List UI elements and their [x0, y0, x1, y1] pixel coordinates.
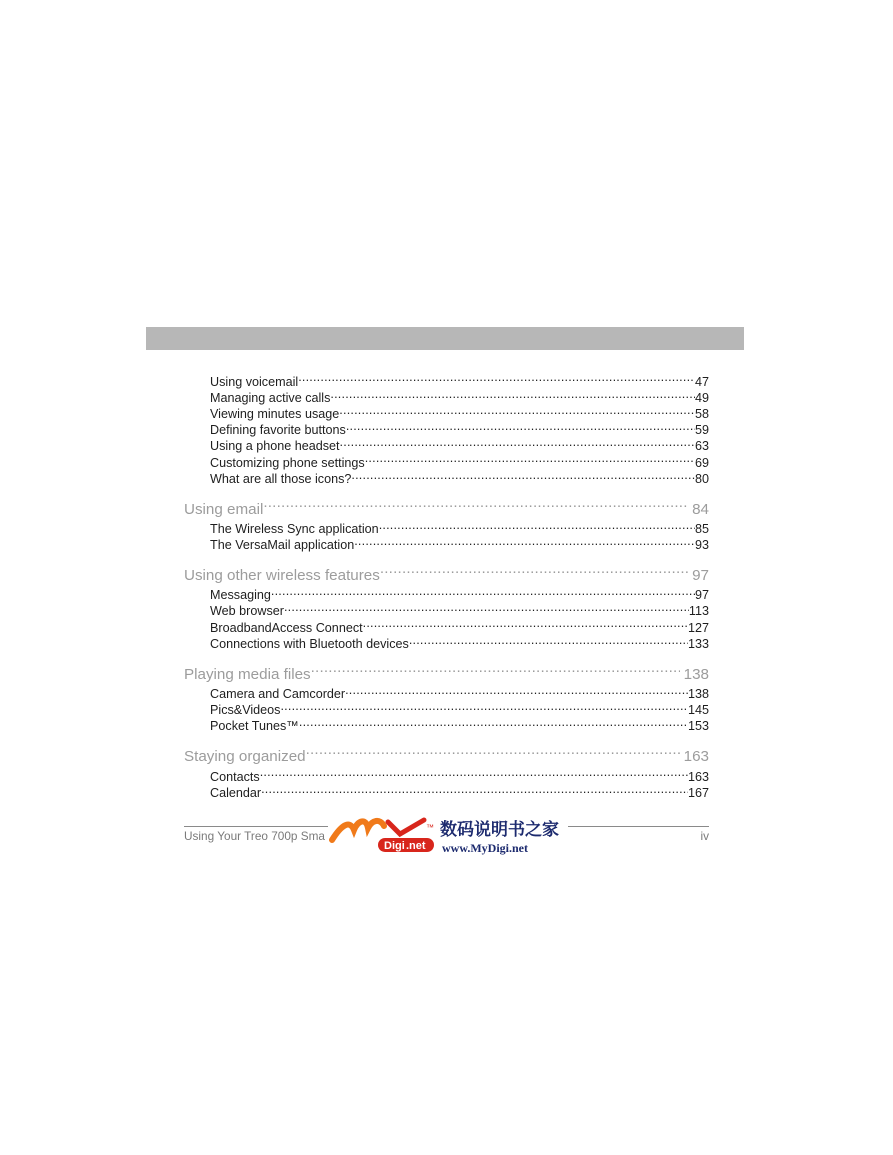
dot-leader — [298, 373, 695, 386]
toc-entry-page: 113 — [688, 604, 709, 619]
badge-right-text: .net — [406, 840, 426, 852]
dot-leader — [365, 454, 695, 467]
toc-entry-title: Contacts — [210, 769, 260, 784]
toc-entry-page: 93 — [694, 538, 709, 553]
toc-entry-title: Viewing minutes usage — [210, 406, 340, 421]
watermark-logo — [328, 814, 568, 858]
toc-section — [184, 663, 709, 734]
toc-entry-page: 49 — [694, 390, 709, 405]
toc-entry-page: 145 — [687, 703, 709, 718]
dot-leader — [379, 520, 695, 533]
toc-entry-title: Customizing phone settings — [210, 455, 365, 470]
toc-section-heading — [184, 498, 709, 520]
toc-section-heading-page: 138 — [683, 665, 709, 683]
dot-leader — [261, 784, 688, 797]
toc-section-heading — [184, 565, 709, 587]
toc-entry — [210, 685, 709, 701]
toc-entry-page: 47 — [694, 374, 709, 389]
toc-section-heading — [184, 663, 709, 685]
toc-section-heading-page: 97 — [692, 566, 709, 584]
toc-entry — [210, 619, 709, 635]
dot-leader — [260, 768, 688, 781]
toc-entry — [210, 768, 709, 784]
toc-section-heading-title: Playing media files — [184, 665, 311, 683]
footer-page-number: iv — [700, 829, 709, 843]
dot-leader — [311, 663, 680, 678]
toc-entry-page: 80 — [694, 471, 709, 486]
toc-entry — [210, 422, 709, 438]
toc-entry-title: The Wireless Sync application — [210, 521, 379, 536]
dot-leader — [330, 389, 695, 402]
toc-entry — [210, 438, 709, 454]
dot-leader — [380, 565, 688, 580]
table-of-contents — [184, 373, 709, 800]
toc-entry-title: Calendar — [210, 785, 262, 800]
toc-entry-page: 58 — [694, 406, 709, 421]
toc-entry — [210, 718, 709, 734]
toc-entry-title: Defining favorite buttons — [210, 423, 346, 438]
toc-section-heading — [184, 746, 709, 768]
toc-entry-page: 138 — [687, 687, 709, 702]
dot-leader — [340, 438, 695, 451]
dot-leader — [263, 498, 688, 513]
toc-section — [184, 746, 709, 800]
toc-entry — [210, 784, 709, 800]
toc-entry — [210, 373, 709, 389]
toc-entry-title: Messaging — [210, 588, 271, 603]
toc-entry-title: The VersaMail application — [210, 538, 355, 553]
toc-entry — [210, 389, 709, 405]
toc-entry — [210, 587, 709, 603]
dot-leader — [363, 619, 688, 632]
toc-entry-title: Using voicemail — [210, 374, 299, 389]
dot-leader — [409, 635, 688, 648]
dot-leader — [280, 702, 688, 715]
toc-entry — [210, 470, 709, 486]
dot-leader — [339, 405, 695, 418]
dot-leader — [284, 603, 689, 616]
footer-title: Using Your Treo 700p Sma — [184, 829, 325, 843]
toc-entry-page: 163 — [687, 769, 709, 784]
dot-leader — [271, 587, 695, 600]
toc-entry-title: Managing active calls — [210, 390, 331, 405]
toc-entry-page: 69 — [694, 455, 709, 470]
dot-leader — [346, 422, 695, 435]
header-bar — [146, 327, 744, 350]
dot-leader — [354, 537, 695, 550]
toc-entry-page: 133 — [687, 636, 709, 651]
trademark-symbol: ™ — [426, 823, 434, 832]
watermark-chinese-text: 数码说明书之家 — [440, 820, 559, 840]
badge-left-text: Digi — [384, 840, 405, 852]
toc-entry-title: Connections with Bluetooth devices — [210, 636, 409, 651]
toc-entry-page: 153 — [687, 719, 709, 734]
toc-section-heading-title: Using email — [184, 500, 264, 518]
toc-entry-page: 85 — [694, 521, 709, 536]
dot-leader — [306, 746, 680, 761]
toc-entry-page: 167 — [687, 785, 709, 800]
dot-leader — [299, 718, 688, 731]
toc-entry — [210, 454, 709, 470]
toc-sections — [184, 498, 709, 800]
dot-leader — [345, 685, 688, 698]
toc-entry-page: 63 — [694, 439, 709, 454]
toc-entry-title: What are all those icons? — [210, 471, 352, 486]
toc-entry — [210, 520, 709, 536]
toc-entry — [210, 702, 709, 718]
toc-entry-title: Pocket Tunes™ — [210, 719, 299, 734]
toc-entry-title: Camera and Camcorder — [210, 687, 346, 702]
toc-entry — [210, 405, 709, 421]
toc-entry — [210, 537, 709, 553]
dot-leader — [351, 470, 695, 483]
toc-entry-page: 59 — [694, 423, 709, 438]
toc-entry-title: Pics&Videos — [210, 703, 281, 718]
toc-entry — [210, 635, 709, 651]
mydigi-logo-graphic — [328, 814, 568, 858]
toc-entry — [210, 603, 709, 619]
toc-entry-title: Web browser — [210, 604, 284, 619]
toc-section — [184, 498, 709, 552]
toc-entry-page: 127 — [687, 620, 709, 635]
toc-section — [184, 565, 709, 652]
toc-pre-entries — [184, 373, 709, 486]
watermark-url: www.MyDigi.net — [442, 841, 528, 855]
toc-section-heading-title: Using other wireless features — [184, 566, 380, 584]
toc-entry-title: Using a phone headset — [210, 439, 340, 454]
toc-entry-title: BroadbandAccess Connect — [210, 620, 363, 635]
toc-section-heading-page: 163 — [683, 748, 709, 766]
toc-section-heading-page: 84 — [692, 500, 709, 518]
toc-entry-page: 97 — [694, 588, 709, 603]
toc-section-heading-title: Staying organized — [184, 748, 306, 766]
